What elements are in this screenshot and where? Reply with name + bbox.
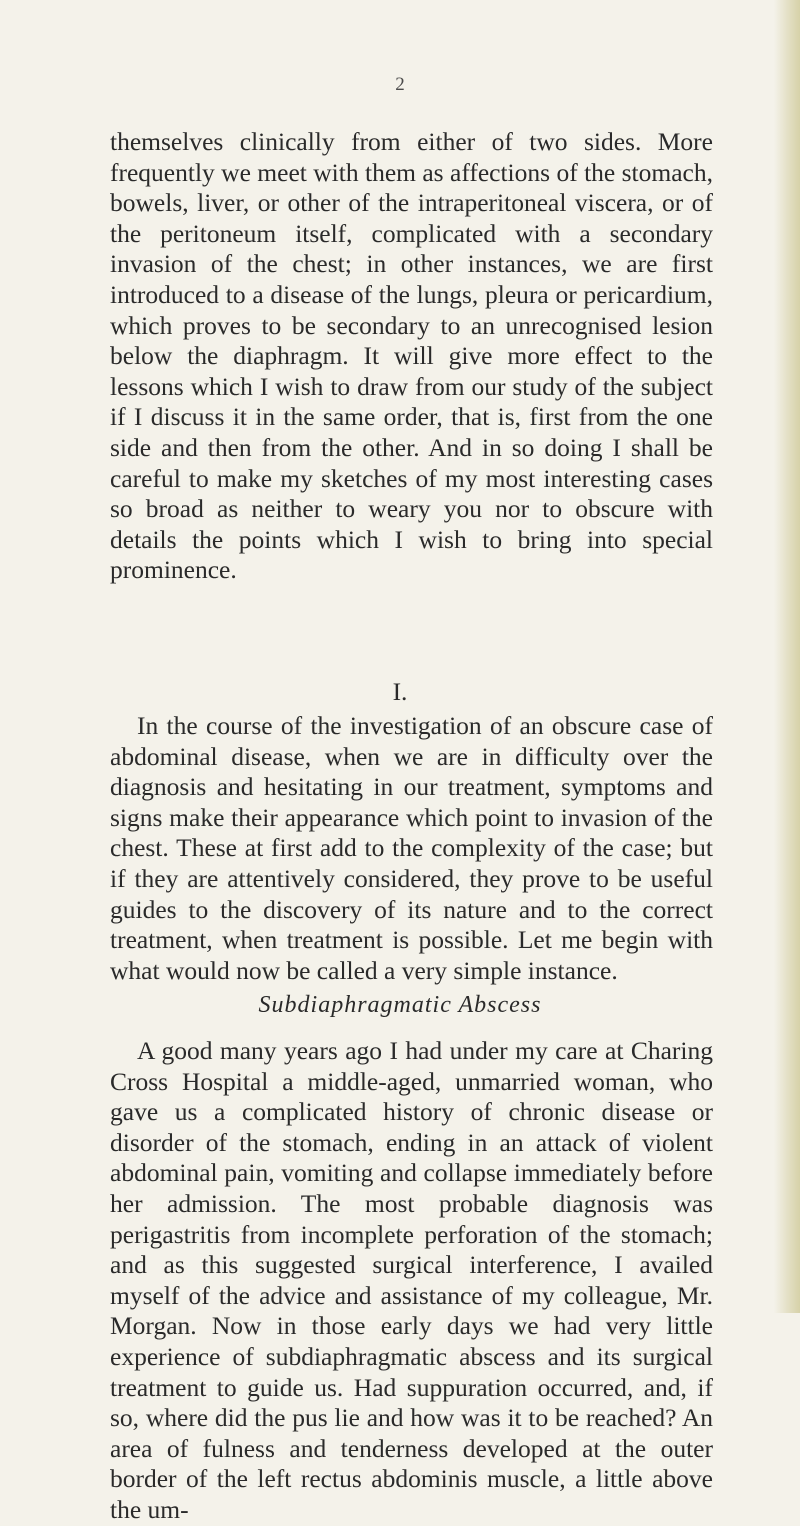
intro-paragraph: themselves clinically from either of two sides. More frequently we meet with them as affections of the stomach, bowels, liver, or other of the intraperitoneal viscera, or of the peritoneum itself, complicated with a secondary invasion of the chest; in other instances, we are first introduced to a disease of the lungs, pleura or pericardium, which proves to be secondary to an unrecognised lesion below the diaphragm. It will give more effect to the lessons which I wish to draw from our study of the subject if I discuss it in the same order, that is, first from the one side and then from the other. And in so doing I shall be careful to make my sketches of my most interesting cases so broad as neither to weary you nor to obscure with details the points which I wish to bring into special prominence. xyxy=(110,127,713,585)
page-edge-shadow xyxy=(774,0,800,1313)
section-numeral: I. xyxy=(392,677,408,706)
subsection-heading: Subdiaphragmatic Abscess xyxy=(258,992,542,1018)
page-number: 2 xyxy=(395,74,405,95)
section-paragraph: In the course of the investigation of an obscure case of abdominal disease, when we are in difficulty over the diagnosis and hesitating in our treatment, symptoms and signs make their appearance which point to invasion of the chest. These at first add to the complexity of the case; but if they are attentively considered, they prove to be useful guides to the discovery of its nature and to the correct treatment, when treatment is possible. Let me begin with what would now be called a very simple instance. xyxy=(110,711,713,985)
case-paragraph: A good many years ago I had under my care at Charing Cross Hospital a middle-aged, unmarried woman, who gave us a complicated history of chronic disease or disorder of the stomach, ending in an attack of violent abdominal pain, vomiting and collapse immediately before her admission. The most probable diagnosis was perigastritis from incomplete perforation of the stomach; and as this suggested surgical interference, I availed myself of the advice and assistance of my colleague, Mr. Morgan. Now in those early days we had very little experience of subdiaphragmatic abscess and its surgical treatment to guide us. Had suppuration occurred, and, if so, where did the pus lie and how was it to be reached? An area of fulness and tenderness developed at the outer border of the left rectus abdominis muscle, a little above the um- xyxy=(110,1036,713,1524)
